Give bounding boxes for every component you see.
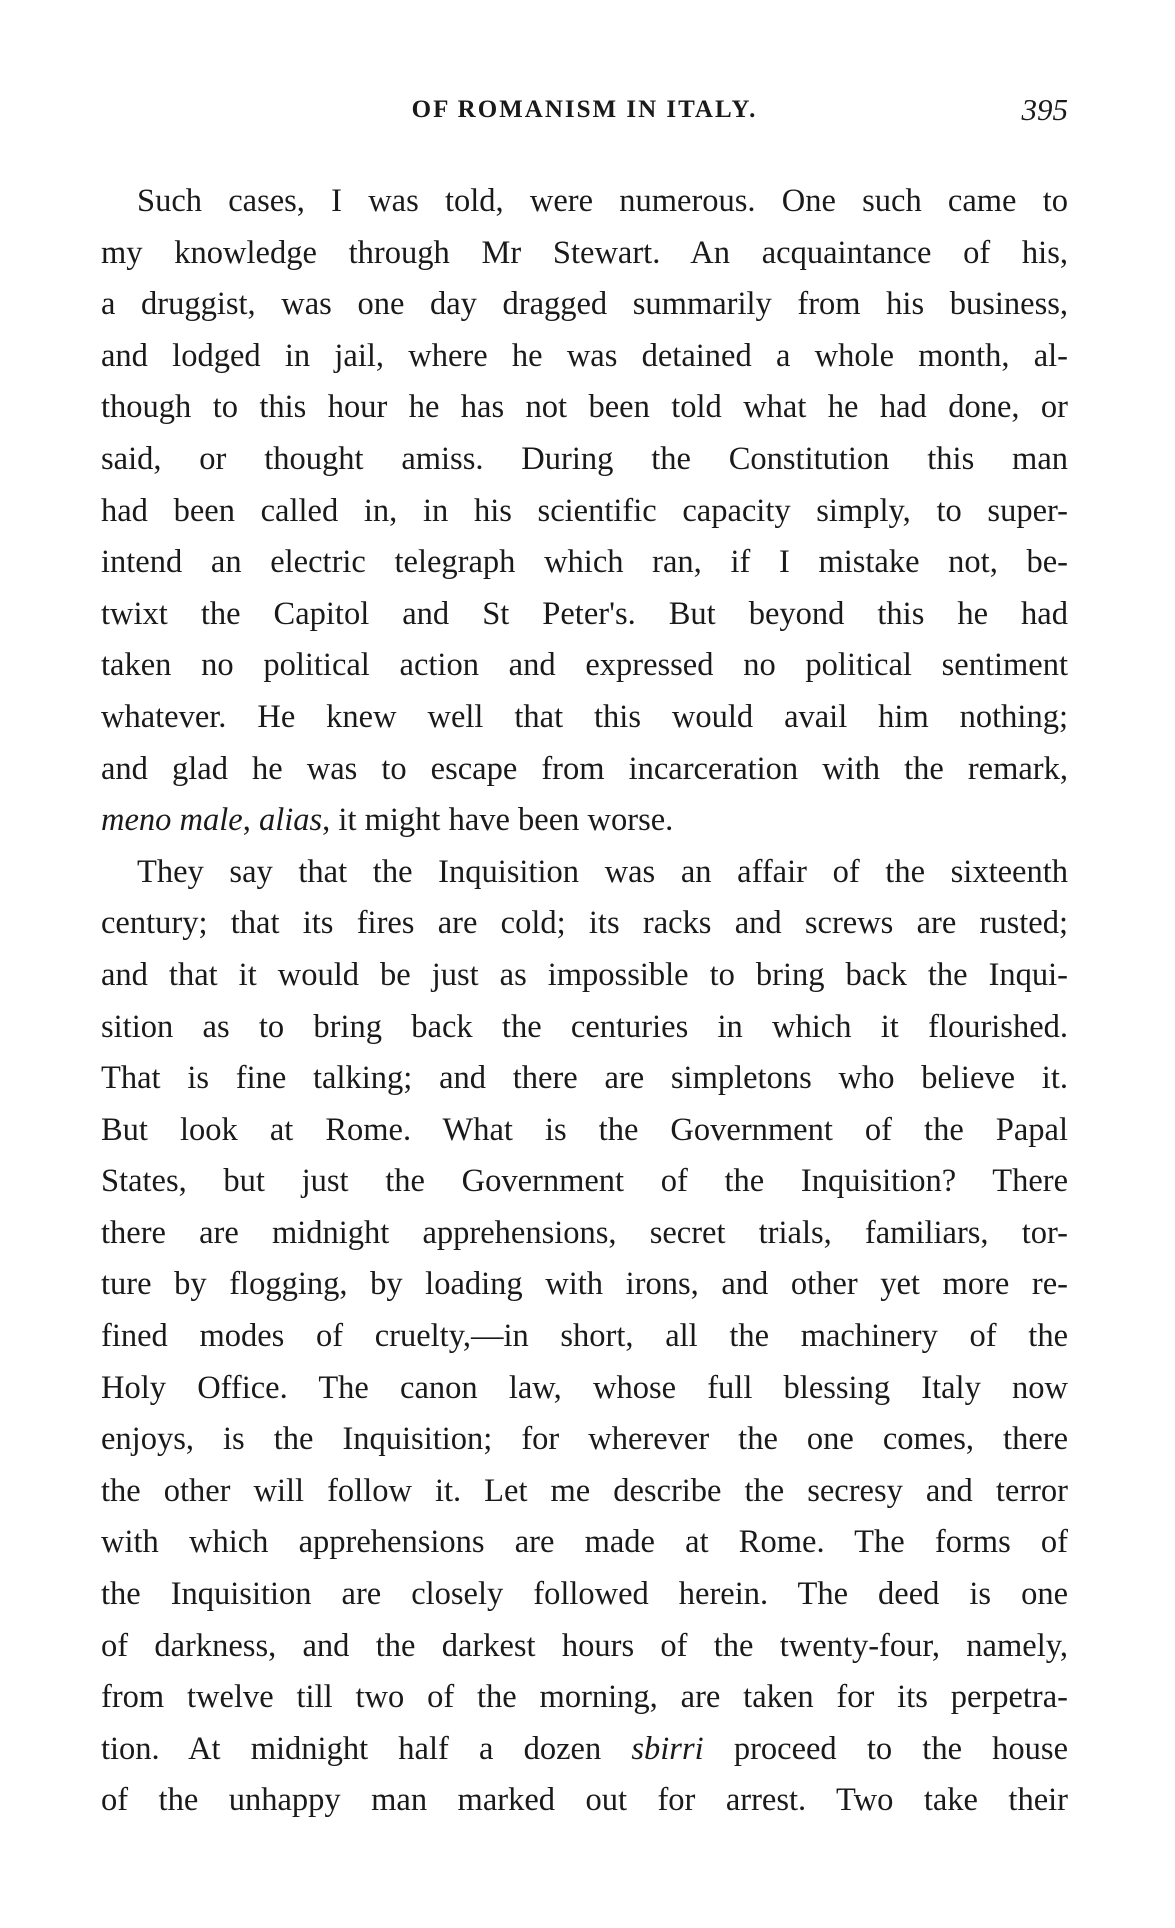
text-line: with which apprehensions are made at Rome. The forms of bbox=[101, 1524, 1068, 1561]
text-fragment: , it might have been worse. bbox=[322, 802, 674, 839]
page-number: 395 bbox=[1021, 92, 1068, 127]
text-line: though to this hour he has not been told what he had done, or bbox=[101, 389, 1068, 426]
text-fragment: proceed to the house bbox=[703, 1730, 1069, 1767]
text-line: had been called in, in his scientific capacity simply, to super- bbox=[101, 492, 1068, 529]
text-line bbox=[101, 1724, 1068, 1776]
text-line: Holy Office. The canon law, whose full blessing Italy now bbox=[101, 1369, 1068, 1406]
text-line: taken no political action and expressed no political sentiment bbox=[101, 647, 1068, 684]
text-line: whatever. He knew well that this would avail him nothing; bbox=[101, 698, 1068, 735]
text-line: my knowledge through Mr Stewart. An acquaintance of his, bbox=[101, 234, 1068, 271]
text-line: twixt the Capitol and St Peter's. But beyond this he had bbox=[101, 595, 1068, 632]
text-separator: , bbox=[242, 802, 259, 839]
text-line: States, but just the Government of the Inquisition? There bbox=[101, 1163, 1068, 1200]
text-line: and lodged in jail, where he was detained a whole month, al- bbox=[101, 337, 1068, 374]
text-line: That is fine talking; and there are simpletons who believe it. bbox=[101, 1060, 1068, 1097]
text-line: said, or thought amiss. During the Constitution this man bbox=[101, 440, 1068, 477]
text-line: ture by flogging, by loading with irons, and other yet more re- bbox=[101, 1266, 1068, 1303]
body-text bbox=[101, 176, 1068, 1827]
text-line: intend an electric telegraph which ran, if I mistake not, be- bbox=[101, 544, 1068, 581]
text-line: fined modes of cruelty,—in short, all the machinery of the bbox=[101, 1318, 1068, 1355]
text-line: from twelve till two of the morning, are taken for its perpetra- bbox=[101, 1679, 1068, 1716]
text-line: Such cases, I was told, were numerous. One such came to bbox=[137, 183, 1068, 219]
text-line: sition as to bring back the centuries in which it flourished. bbox=[101, 1008, 1068, 1045]
running-head bbox=[101, 92, 1068, 142]
italic-phrase: sbirri bbox=[631, 1730, 704, 1767]
text-line: of the unhappy man marked out for arrest. Two take their bbox=[101, 1782, 1068, 1819]
text-line: and glad he was to escape from incarceration with the remark, bbox=[101, 750, 1068, 787]
italic-phrase: meno male bbox=[101, 802, 243, 839]
running-title: OF ROMANISM IN ITALY. bbox=[411, 96, 758, 123]
text-line: of darkness, and the darkest hours of the twenty-four, namely, bbox=[101, 1627, 1068, 1664]
text-line: But look at Rome. What is the Government of the Papal bbox=[101, 1111, 1068, 1148]
text-line: the other will follow it. Let me describe the secresy and terror bbox=[101, 1472, 1068, 1509]
text-line bbox=[101, 795, 1068, 847]
text-line: enjoys, is the Inquisition; for wherever the one comes, there bbox=[101, 1421, 1068, 1458]
text-line: a druggist, was one day dragged summarily from his business, bbox=[101, 286, 1068, 323]
text-fragment: tion. At midnight half a dozen bbox=[101, 1730, 632, 1767]
text-line: there are midnight apprehensions, secret trials, familiars, tor- bbox=[101, 1214, 1068, 1251]
italic-phrase: alias bbox=[258, 802, 323, 839]
text-line: and that it would be just as impossible to bring back the Inqui- bbox=[101, 956, 1068, 993]
text-line: They say that the Inquisition was an affair of the sixteenth bbox=[137, 853, 1068, 890]
text-line: the Inquisition are closely followed herein. The deed is one bbox=[101, 1576, 1068, 1613]
text-line: century; that its fires are cold; its racks and screws are rusted; bbox=[101, 905, 1068, 942]
